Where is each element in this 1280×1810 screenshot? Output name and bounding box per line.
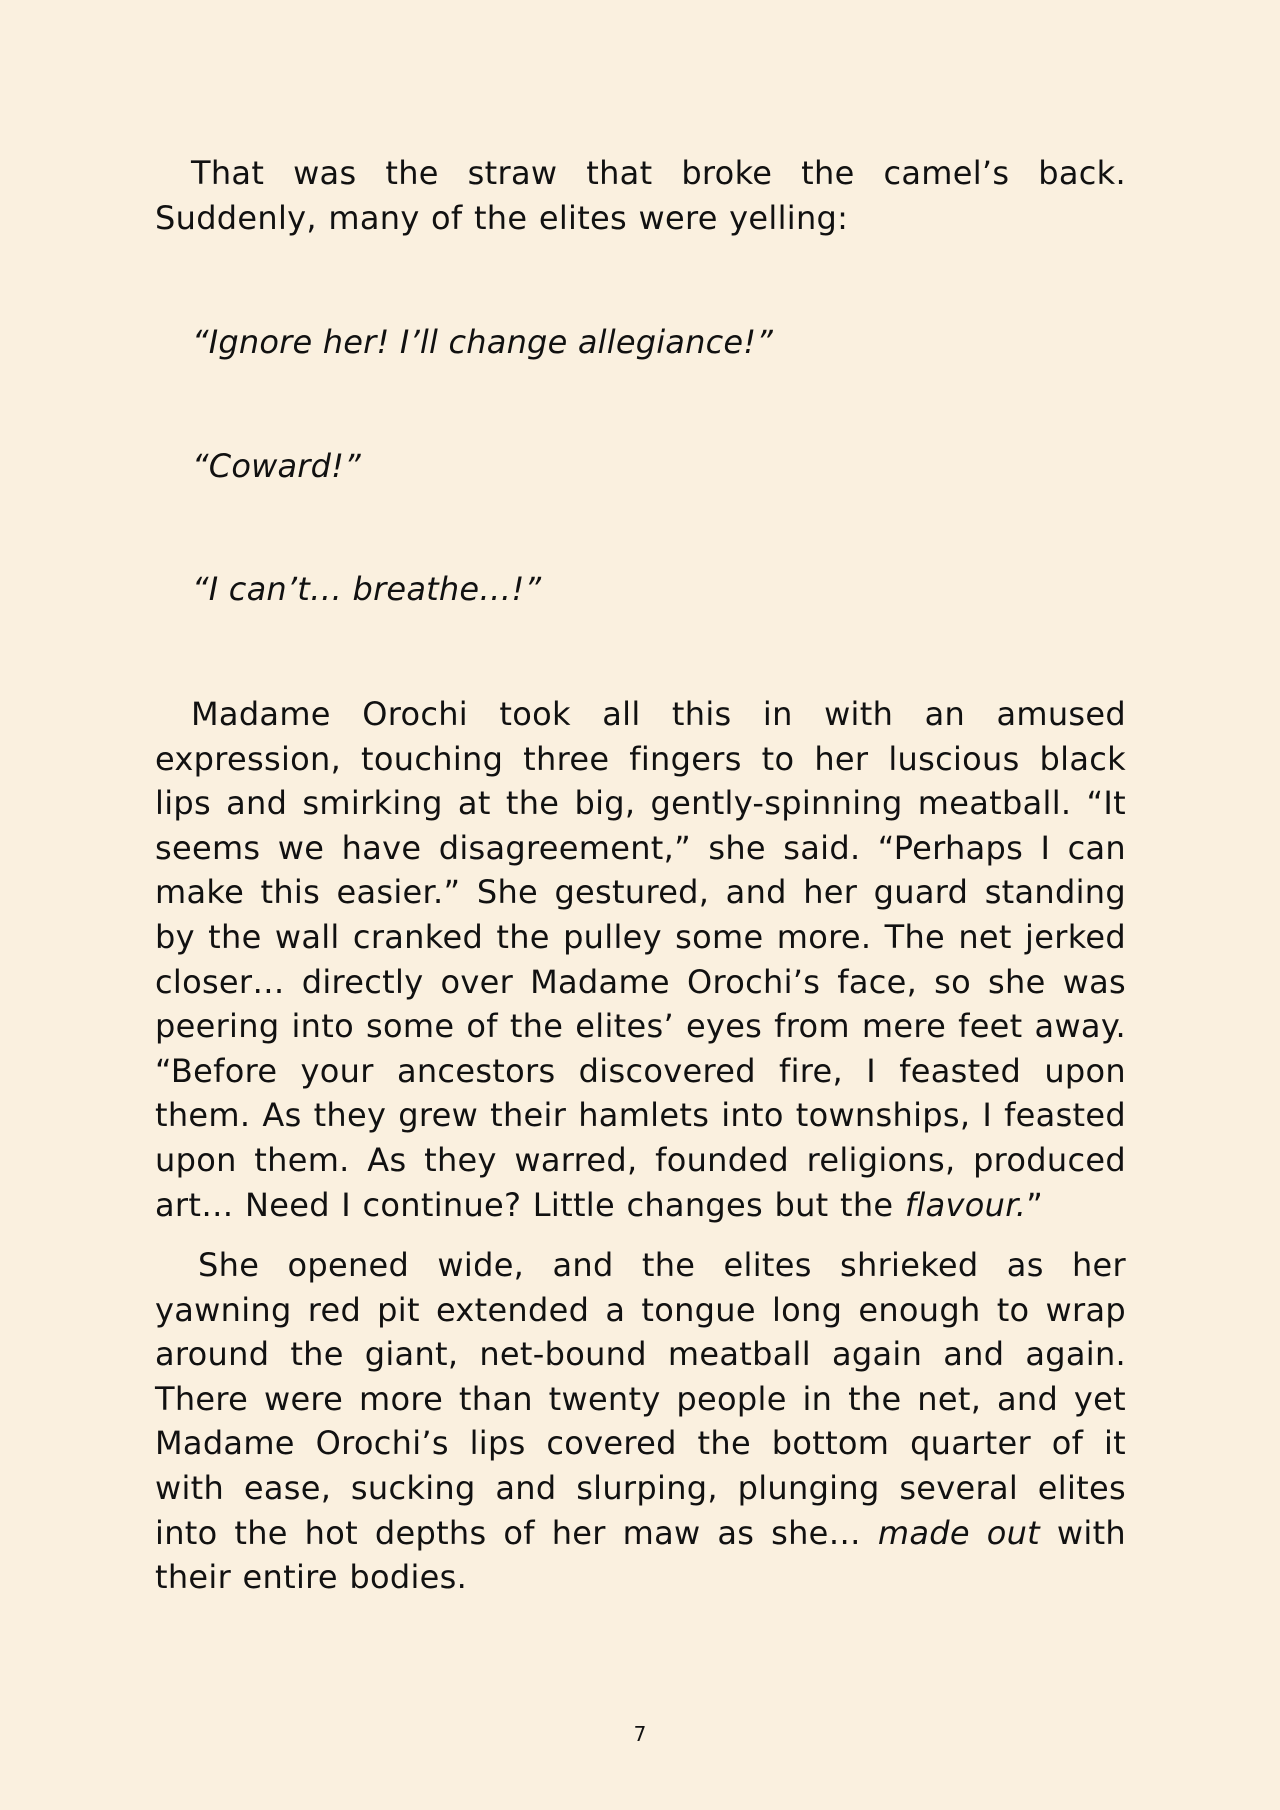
paragraph-3-text: She opened wide, and the elites shrieked as her yawning red pit extended a tongue long enough to wrap around the giant, net-bound meatball again and again. There were more than twenty people in the net, and yet Madame Orochi’s lips covered the bottom quarter of it with ease, sucking and slurping, plunging several elites into the hot depths of her maw as she…: [155, 1246, 1126, 1552]
paragraph-3: [155, 1243, 1126, 1600]
paragraph-2-italic-word: flavour.: [904, 1185, 1027, 1224]
paragraph-1: That was the straw that broke the camel’s back. Suddenly, many of the elites were yelling:: [155, 154, 1126, 237]
paragraph-3-italic-phrase: made out: [877, 1513, 1041, 1552]
paragraph-2-text: Madame Orochi took all this in with an amused expression, touching three fingers to her luscious black lips and smirking at the big, gently-spinning meatball. “It seems we have disagreement,” she said. “Perhaps I can make this easier.” She gestured, and her guard standing by the wall cranked the pulley some more. The net jerked closer… directly over Madame Orochi’s face, so she was peering into some of the elites’ eyes from mere feet away. “Before your ancestors discovered fire, I feasted upon them. As they grew their hamlets into townships, I feasted upon them. As they warred, founded religions, produced art… Need I continue? Little changes but the: [155, 694, 1126, 1224]
paragraph-2: [155, 692, 1126, 1227]
dialogue-line-3: “I can’t… breathe…!”: [192, 570, 542, 609]
page-number: 7: [633, 1722, 647, 1746]
text-column: [155, 151, 1126, 1600]
paragraph-3-text-end: with their entire bodies.: [155, 1513, 1127, 1597]
dialogue-line-1: “Ignore her! I’ll change allegiance!”: [192, 323, 774, 362]
paragraph-2-closing-quote: ”: [1026, 1185, 1044, 1224]
dialogue-line-2: “Coward!”: [192, 446, 361, 485]
